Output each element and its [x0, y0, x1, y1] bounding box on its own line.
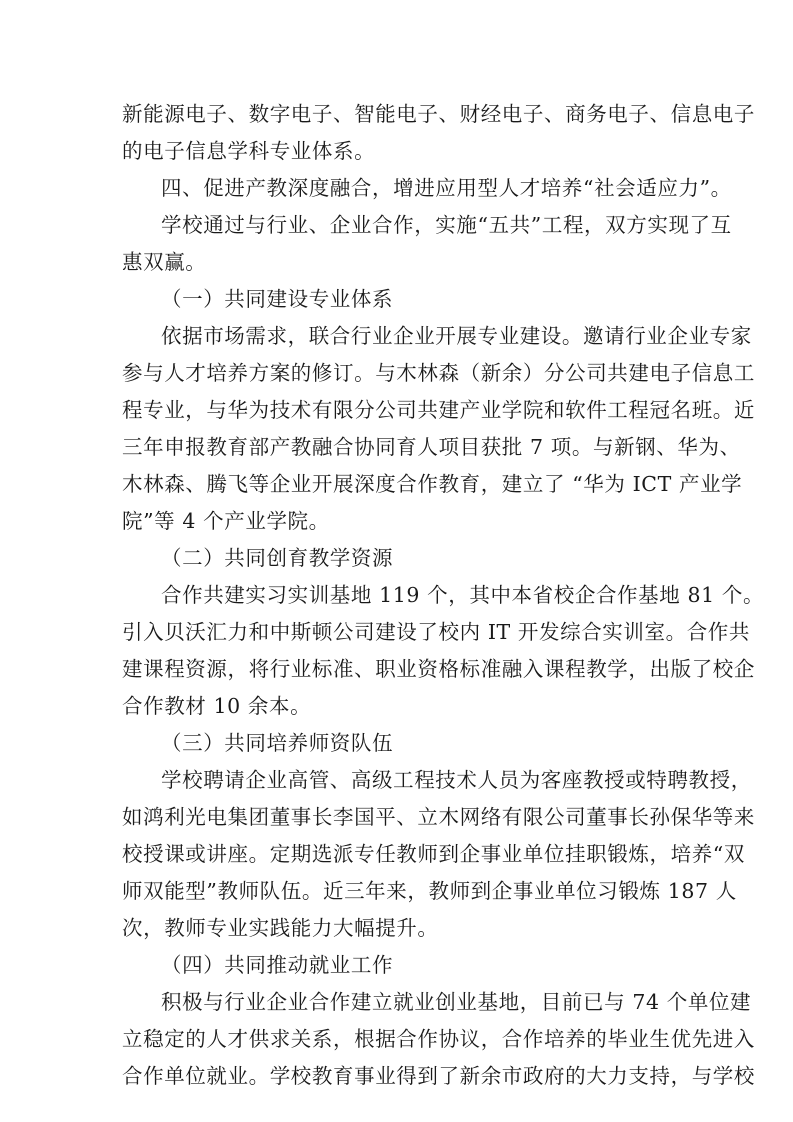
subsection-heading: （二）共同创育教学资源	[161, 546, 394, 570]
paragraph-line: 学校通过与行业、企业合作，实施“五共”工程，双方实现了互	[161, 213, 732, 237]
paragraph-line: 惠双赢。	[122, 250, 207, 274]
paragraph-line: 的电子信息学科专业体系。	[122, 139, 376, 163]
paragraph-line: 如鸿利光电集团董事长李国平、立木网络有限公司董事长孙保华等来	[122, 805, 755, 829]
paragraph-line: 立稳定的人才供求关系，根据合作协议，合作培养的毕业生优先进入	[122, 1027, 755, 1051]
paragraph-line: 校授课或讲座。定期选派专任教师到企事业单位挂职锻炼，培养“双	[122, 842, 745, 866]
paragraph-line: 院”等 4 个产业学院。	[122, 509, 330, 533]
paragraph-line: 合作单位就业。学校教育事业得到了新余市政府的大力支持，与学校	[122, 1064, 755, 1088]
paragraph-line: 师双能型”教师队伍。近三年来，教师到企事业单位习锻炼 187 人	[122, 879, 737, 903]
paragraph-line: 合作共建实习实训基地 119 个，其中本省校企合作基地 81 个。	[161, 583, 765, 607]
paragraph-line: 依据市场需求，联合行业企业开展专业建设。邀请行业企业专家	[161, 324, 752, 348]
subsection-heading: （三）共同培养师资队伍	[161, 731, 394, 755]
section-heading: 四、促进产教深度融合，增进应用型人才培养“社会适应力”。	[161, 176, 732, 200]
paragraph-line: 合作教材 10 余本。	[122, 694, 312, 718]
paragraph-line: 木林森、腾飞等企业开展深度合作教育，建立了 “华为 ICT 产业学	[122, 472, 743, 496]
paragraph-line: 建课程资源，将行业标准、职业资格标准融入课程教学，出版了校企	[122, 657, 755, 681]
paragraph-line: 次，教师专业实践能力大幅提升。	[122, 916, 439, 940]
paragraph-line: 积极与行业企业合作建立就业创业基地，目前已与 74 个单位建	[161, 990, 752, 1014]
paragraph-line: 引入贝沃汇力和中斯顿公司建设了校内 IT 开发综合实训室。合作共	[122, 620, 751, 644]
paragraph-line: 程专业，与华为技术有限分公司共建产业学院和软件工程冠名班。近	[122, 398, 755, 422]
subsection-heading: （一）共同建设专业体系	[161, 287, 394, 311]
paragraph-line: 学校聘请企业高管、高级工程技术人员为客座教授或特聘教授，	[161, 768, 752, 792]
paragraph-line: 三年申报教育部产教融合协同育人项目获批 7 项。与新钢、华为、	[122, 435, 741, 459]
paragraph-line: 新能源电子、数字电子、智能电子、财经电子、商务电子、信息电子	[122, 102, 755, 126]
subsection-heading: （四）共同推动就业工作	[161, 953, 394, 977]
paragraph-line: 参与人才培养方案的修订。与木林森（新余）分公司共建电子信息工	[122, 361, 755, 385]
